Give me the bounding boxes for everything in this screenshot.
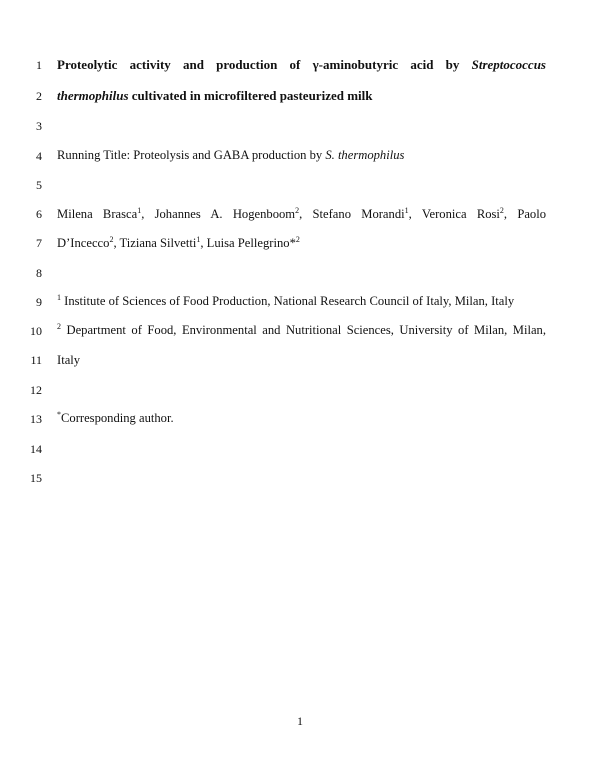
running-title xyxy=(57,148,546,163)
author-affiliation-mark: 2 xyxy=(295,235,300,244)
affiliation-number: 1 xyxy=(57,293,61,302)
title-genus: Streptococcus xyxy=(471,57,546,72)
affiliation-text: Department of Food, Environmental and Nutritional Sciences, University of Milan, Milan, xyxy=(61,323,546,337)
author-name: Tiziana Silvetti xyxy=(119,236,197,250)
page-number: 1 xyxy=(297,714,303,728)
line-number: 14 xyxy=(30,442,42,456)
title-text: Proteolytic activity and production of γ-aminobutyric acid by xyxy=(57,57,472,72)
author-list-line2: D’Incecco$^2$, Tiziana Silvetti$^1$, Luisa Pellegrino*$^2$ xyxy=(57,235,300,250)
author-affiliation-mark: 1 xyxy=(137,206,142,215)
author-name: Paolo xyxy=(517,207,547,221)
affiliation-2-continued xyxy=(57,353,546,368)
line-number: 9 xyxy=(36,295,42,309)
paper-title-line1 xyxy=(57,57,546,73)
corresponding-mark: * xyxy=(57,410,61,419)
author-affiliation-mark: 1 xyxy=(196,235,201,244)
author-name: Milena Brasca xyxy=(57,207,138,221)
affiliation-2 xyxy=(57,323,546,338)
author-name: D’Incecco xyxy=(57,236,110,250)
line-number: 6 xyxy=(36,207,42,221)
author-list-line1: Milena Brasca$^1$, Johannes A. Hogenboom$^2$, Stefano Morandi$^1$, Veronica Rosi$^2$, Paolo xyxy=(57,206,547,221)
line-number: 10 xyxy=(30,324,42,338)
affiliation-1 xyxy=(57,294,546,309)
affiliation-text: Institute of Sciences of Food Production, National Research Council of Italy, Milan, Italy xyxy=(61,294,515,308)
line-number: 1 xyxy=(36,58,42,72)
author-affiliation-mark: 2 xyxy=(109,235,114,244)
author-name: Johannes A. Hogenboom xyxy=(154,207,296,221)
line-number: 4 xyxy=(36,149,42,163)
line-number: 3 xyxy=(36,119,42,133)
affiliation-text: Italy xyxy=(57,353,81,367)
title-species: thermophilus xyxy=(57,88,129,103)
line-number: 13 xyxy=(30,412,42,426)
author-affiliation-mark: 2 xyxy=(295,206,300,215)
running-title-label: Running Title: Proteolysis and GABA production by xyxy=(57,148,326,162)
author-name: Luisa Pellegrino* xyxy=(206,236,296,250)
corresponding-text: Corresponding author. xyxy=(61,411,174,425)
title-text: cultivated in microfiltered pasteurized milk xyxy=(128,88,373,103)
corresponding-author xyxy=(57,411,546,426)
author-name: Stefano Morandi xyxy=(312,207,405,221)
running-title-species: S. thermophilus xyxy=(325,148,405,162)
affiliation-number: 2 xyxy=(57,322,61,331)
author-affiliation-mark: 1 xyxy=(404,206,409,215)
author-name: Veronica Rosi xyxy=(421,207,500,221)
line-number: 12 xyxy=(30,383,42,397)
line-number: 7 xyxy=(36,236,42,250)
line-number: 8 xyxy=(36,266,42,280)
line-number: 15 xyxy=(30,471,42,485)
line-number: 5 xyxy=(36,178,42,192)
paper-title-line2 xyxy=(57,88,546,104)
line-number: 2 xyxy=(36,89,42,103)
line-number: 11 xyxy=(30,353,42,367)
author-affiliation-mark: 2 xyxy=(499,206,504,215)
